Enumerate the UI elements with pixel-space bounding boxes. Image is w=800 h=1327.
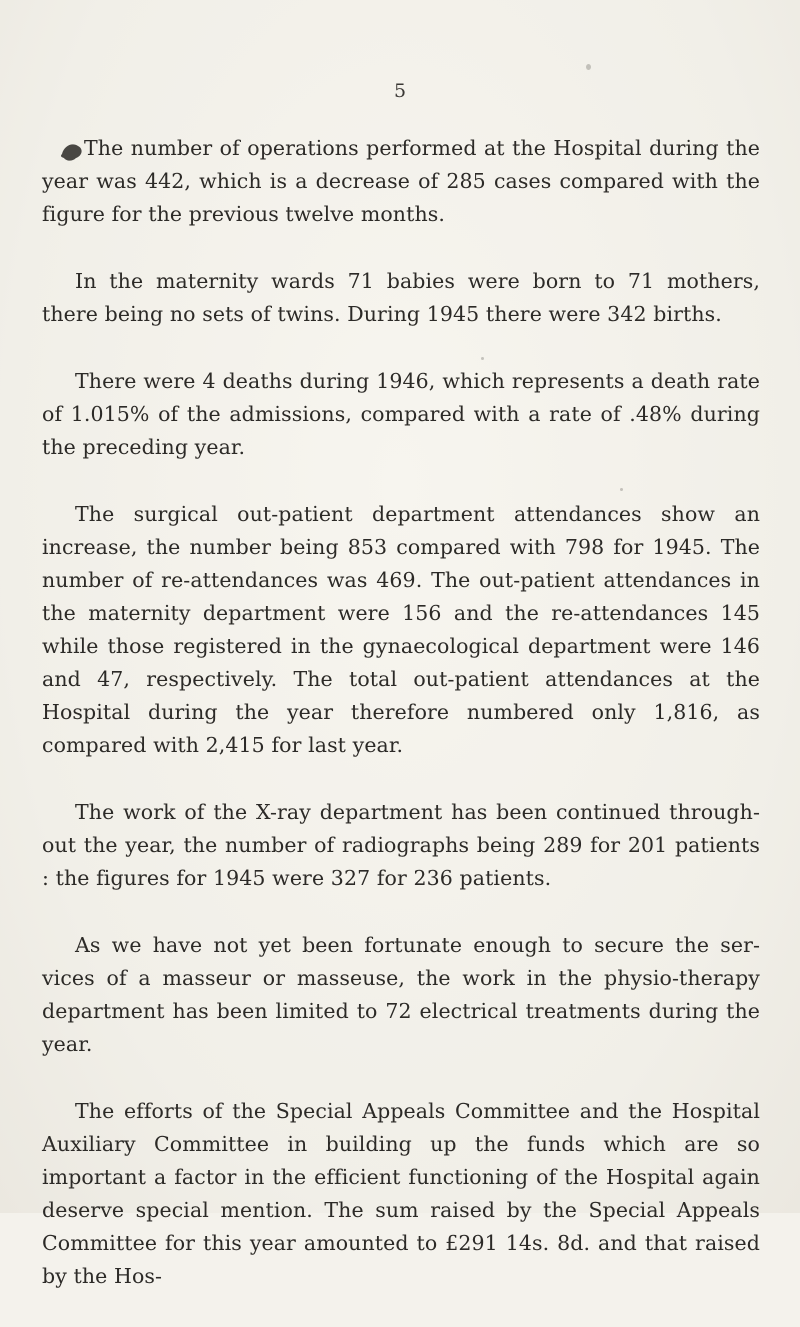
paragraph-physio-therapy: As we have not yet been fortunate enough to secure the ser- vices of a masseur or masseuse, the work in the physio-therapy department has been limited to 72 electrical treatments during the year. — [42, 933, 760, 1056]
paper-speck — [481, 357, 484, 360]
paragraph-appeals: The efforts of the Special Appeals Committee and the Hospital Auxiliary Committee in building up the funds which are so important a factor in the efficient functioning of the Hospital again deserve special mention. The sum raised by the Special Appeals Committee for this year amounted to £291 14s. 8d. and that raised by the Hos- — [42, 1099, 760, 1288]
paragraph-maternity: In the maternity wards 71 babies were born to 71 mothers, there being no sets of twins. During 1945 there were 342 births. — [42, 269, 760, 326]
paragraph-deaths: There were 4 deaths during 1946, which represents a death rate of 1.015% of the admissions, compared with a rate of .48% during the preceding year. — [42, 369, 760, 459]
paper-speck — [586, 64, 591, 70]
paragraph-operations: The number of operations performed at the Hospital during the year was 442, which is a decrease of 285 cases compared with the figure for the previous twelve months. — [42, 136, 760, 226]
paper-speck — [620, 488, 623, 491]
paragraph-x-ray: The work of the X-ray department has been continued through- out the year, the number of radiographs being 289 for 201 patients : the figures for 1945 were 327 for 236 patients. — [42, 800, 760, 890]
page-body — [42, 132, 760, 1327]
page-number: 5 — [393, 80, 407, 102]
paragraph-out-patients: The surgical out-patient department attendances show an increase, the number being 853 compared with 798 for 1945. The number of re-attendances was 469. The out-patient attendances in the maternity department were 156 and the re-attendances 145 while those registered in the gynaecological department were 146 and 47, respectively. The total out-patient attendances at the Hospital during the year therefore numbered only 1,816, as compared with 2,415 for last year. — [42, 502, 760, 757]
